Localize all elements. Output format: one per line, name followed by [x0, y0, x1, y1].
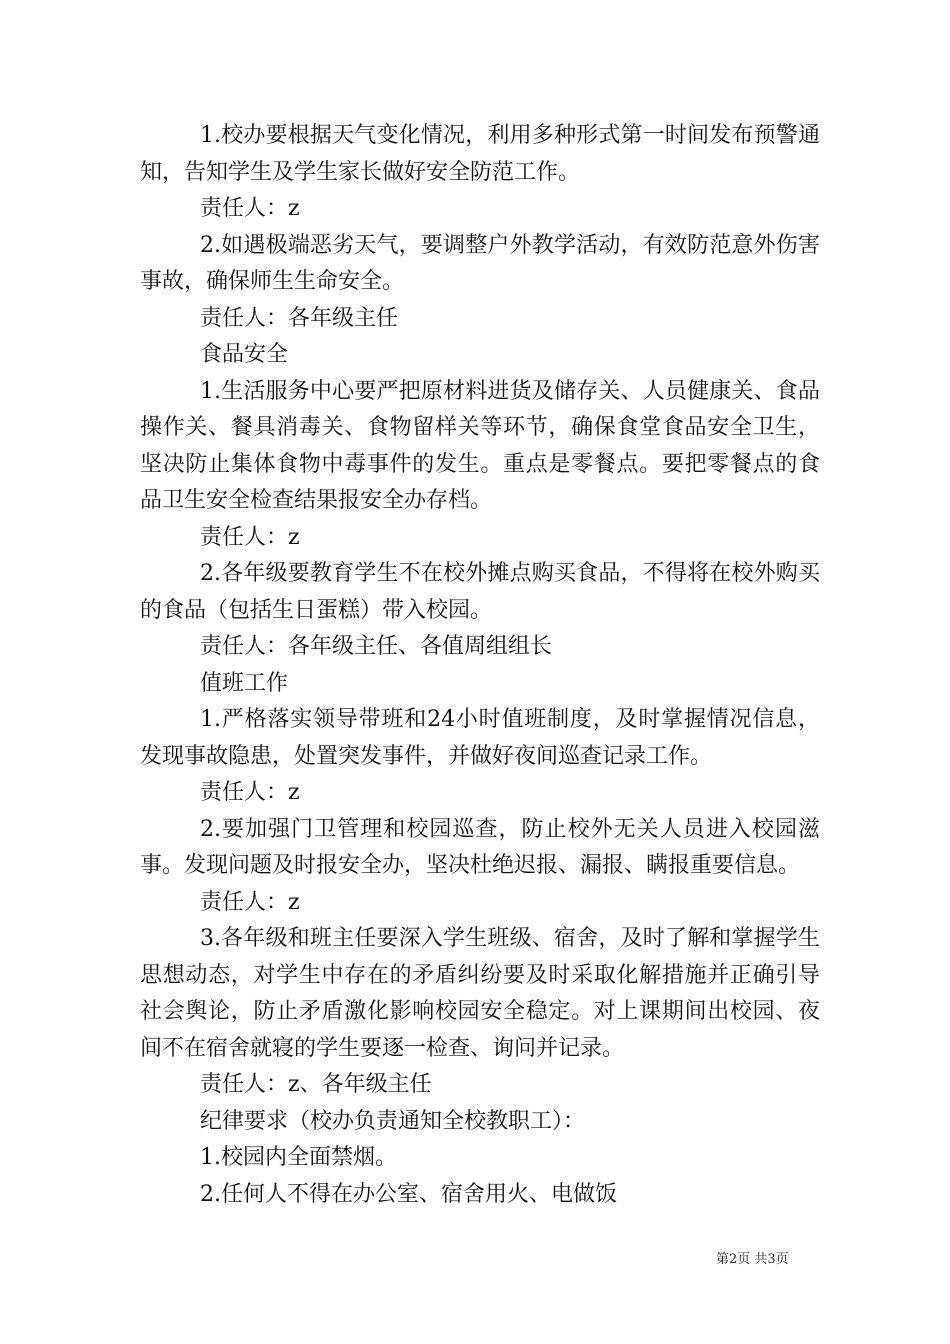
paragraph: 2.如遇极端恶劣天气，要调整户外教学活动，有效防范意外伤害事故，确保师生生命安全。 [140, 232, 820, 294]
paragraph: 2.要加强门卫管理和校园巡查，防止校外无关人员进入校园滋事。发现问题及时报安全办，坚决杜绝迟报、漏报、瞒报重要信息。 [140, 816, 820, 878]
paragraph: 3.各年级和班主任要深入学生班级、宿舍，及时了解和掌握学生思想动态，对学生中存在的矛盾纠纷要及时采取化解措施并正确引导社会舆论，防止矛盾激化影响校园安全稳定。对上课期间出校园、夜间不在宿舍就寝的学生要逐一检查、询问并记录。 [140, 926, 820, 1061]
paragraph: 2.任何人不得在办公室、宿舍用火、电做饭 [200, 1181, 617, 1207]
responsible-person: 责任人：z、各年级主任 [200, 1072, 432, 1097]
responsible-person: 责任人：各年级主任 [200, 305, 399, 331]
section-heading: 值班工作 [200, 670, 289, 696]
paragraph: 1.生活服务中心要严把原材料进货及储存关、人员健康关、食品操作关、餐具消毒关、食物留样关等环节，确保食堂食品安全卫生，坚决防止集体食物中毒事件的发生。重点是零餐点。要把零餐点的食品卫生安全检查结果报安全办存档。 [140, 378, 820, 513]
paragraph: 1.严格落实领导带班和24小时值班制度，及时掌握情况信息，发现事故隐患，处置突发事件，并做好夜间巡查记录工作。 [140, 707, 820, 769]
section-heading: 食品安全 [200, 342, 289, 367]
paragraph: 1.校园内全面禁烟。 [200, 1145, 397, 1170]
paragraph: 2.各年级要教育学生不在校外摊点购买食品，不得将在校外购买的食品（包括生日蛋糕）带入校园。 [140, 561, 820, 623]
page-number-footer: 第2页 共3页 [716, 1252, 789, 1267]
responsible-person: 责任人：各年级主任、各值周组组长 [200, 634, 553, 659]
responsible-person: 责任人：z [200, 196, 300, 221]
section-heading: 纪律要求（校办负责通知全校教职工）： [200, 1108, 586, 1134]
responsible-person: 责任人：z [200, 889, 300, 915]
paragraph: 1.校办要根据天气变化情况，利用多种形式第一时间发布预警通知，告知学生及学生家长做好安全防范工作。 [140, 123, 820, 185]
responsible-person: 责任人：z [200, 524, 300, 550]
responsible-person: 责任人：z [200, 780, 300, 805]
document-body [140, 118, 820, 1213]
